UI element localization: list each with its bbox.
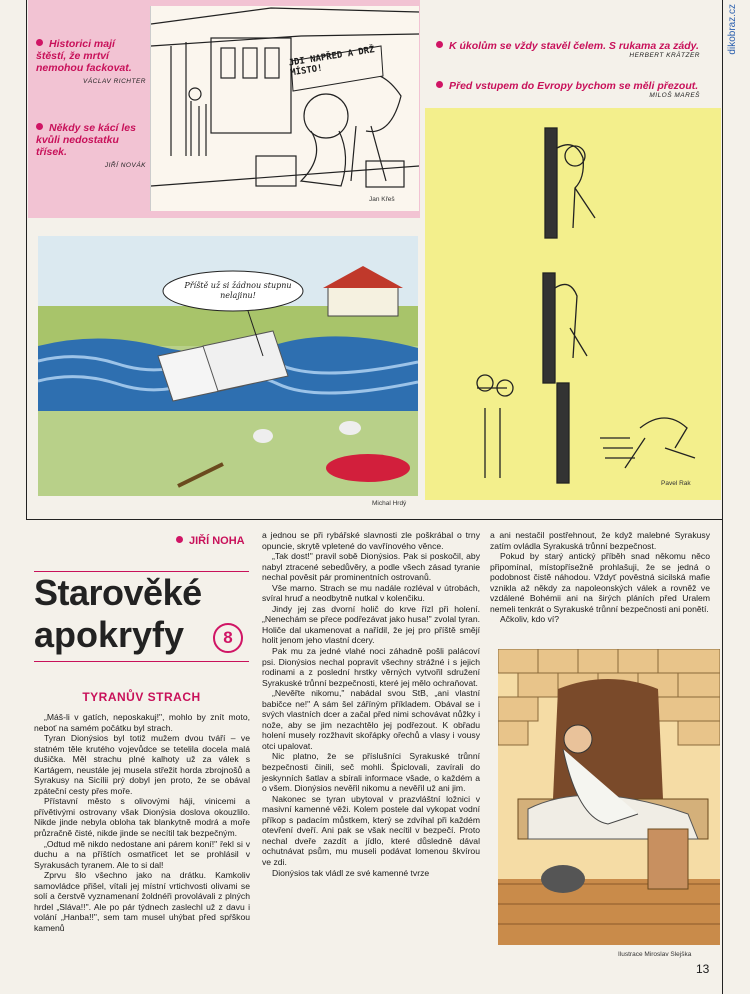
quote-author: HERBERT KRÄTZER (629, 52, 700, 59)
paragraph: Tyran Dionýsios byl totiž mužem dvou tváří – ve statném těle krutého vojevůdce se tetelila docela malá dušička. Měl strachu plné kalhoty už za válek s Kartágem, neustále jej musela střežit horda zbrojnošů a Syrakusy na Sicílii prý dobyl jen proto, že se obával zpáteční cesty přes moře. (34, 733, 250, 796)
paragraph: Jindy jej zas dvorní holič do krve řízl při holení. „Nenechám se přece podřezávat jako husa!" zvolal tyran. Holiče dal ukamenovat a nařídil, že jej pro příště smějí holit jenom jeho vlastní dcery. (262, 603, 480, 646)
paragraph: Přístavní město s olivovými háji, vinicemi a přívětivými ostrovany však Dionýsia doslova okouzlilo. Nikde jinde nebyla obloha tak blankytně modrá a moře průzračně čisté, nikde jinde se necítil tak bezpečným. (34, 796, 250, 839)
paragraph: Vše marno. Strach se mu nadále rozléval v útrobách, svíral hruď a neodbytně nutkal v kolenčiku. (262, 582, 480, 604)
paragraph: a ani nestačil postřehnout, že když malebné Syrakusy zatím ovládla Syrakuská trůnní bezpečnost. (490, 530, 710, 551)
paragraph: Pokud by starý antický příběh snad někomu něco připomínal, místopřísežně prohlašuji, že se jedná o podobnost čistě náhodou. Vždyť pověstná sicilská mafie vznikla až někdy za napoleonských válek a rovněž ve vzdálené Bohémii ani na širých pláních před Uralem nemeli tenkrát o Syrakuské trůnní bezpečnosti ani ponětí. (490, 551, 710, 614)
title-rule-bottom (34, 661, 249, 662)
article-author (176, 535, 245, 547)
paragraph: Pak mu za jedné vlahé noci záhadně pošli palácoví psi. Dionýsios nechal popravit všechny strážné i s jejich rodinami a z poslední hrstky věrných vytvořil sdružení Syrakuské trůnní bezpečnosti, které jej mělo ochraňovat. (262, 646, 480, 688)
quote-text: Historici mají štěstí, že mrtví nemohou fackovat. (36, 38, 132, 74)
quote-author: JIŘÍ NOVÁK (104, 162, 146, 169)
quote-3 (436, 40, 700, 59)
paragraph: Dionýsios tak vládl ze své kamenné tvrze (272, 867, 430, 878)
quote-author: VÁCLAV RICHTER (83, 78, 146, 85)
illustration-tyrant-bed (498, 649, 720, 958)
cartoon-drawing (425, 108, 721, 500)
article-title-line2: apokryfy (34, 614, 185, 655)
illustration-drawing (498, 649, 720, 945)
cartoon-flood-painting (38, 236, 418, 507)
left-border-line (26, 0, 27, 520)
quote-1 (36, 38, 146, 85)
cartoon-credit: Jan Křeš (369, 196, 395, 203)
section-divider (26, 519, 723, 520)
author-name: JIŘÍ NOHA (189, 535, 245, 547)
illustration-credit: Ilustrace Miroslav Slejška (618, 951, 692, 958)
paragraph: „Nevěřte nikomu," nabádal svou StB, „ani vlastní babičce ne!" A sám šel záříným příkladem. Obával se i svých vlastních dcer a začal před nimi schovávat nůžky i nože, aby se jim nezachtělo jej podřezout. K obřadu holení musely rozžhavit skořápky ořechů a vlasy i vousy otci upalovat. (262, 688, 480, 751)
cartoon-train-platform (150, 6, 419, 211)
article-column-3 (490, 530, 710, 625)
paragraph: Nic platno, že se příslušníci Syrakuské trůnní bezpečnosti činili, seč mohli. Špiclovali, zavírali do jeskynních šatlav a sbírali informace všade, o každém a o všem. Dionýsios nevěřil nikomu a nevěřil už ani jim. (262, 751, 480, 794)
paragraph: a jednou se při rybářské slavnosti zle poškrábal o trny opuncie, skrytě vpletené do vavřínového věnce. (262, 530, 480, 551)
quote-text: K úkolům se vždy stavěl čelem. S rukama za zády. (449, 40, 699, 52)
paragraph: „Tak dost!" pravil sobě Dionýsios. Pak si poskočil, aby nabyl ztracené sebedůvěry, a podle všech zásad tyranie nechal pověsit pár prominentních ostrovanů. (262, 551, 480, 583)
bullet-icon (436, 81, 443, 88)
article-column-2 (262, 530, 480, 878)
cartoon-door-figures (425, 108, 721, 500)
cartoon-drawing (151, 6, 419, 211)
site-brand: dikobraz.cz (727, 4, 738, 55)
cartoon-credit: Pavel Rak (661, 480, 691, 487)
bullet-icon (36, 123, 43, 130)
article-subtitle: TYRANŮV STRACH (82, 690, 201, 704)
series-number-badge: 8 (213, 623, 243, 653)
quote-2 (36, 122, 146, 169)
bullet-icon (436, 41, 443, 48)
right-border-line (722, 0, 723, 994)
quote-text: Před vstupem do Evropy bychom se měli přezout. (449, 80, 699, 92)
page-number: 13 (696, 962, 710, 976)
quote-text: Někdy se kácí les kvůli nedostatku třísek. (36, 122, 136, 158)
quote-author: MILOŠ MAREŠ (649, 92, 700, 99)
cartoon-drawing (38, 236, 418, 496)
article-column-1 (34, 712, 250, 933)
speech-bubble-text: Příště už si žádnou stupnu nelajinu! (184, 281, 292, 300)
paragraph: Nakonec se tyran ubytoval v prazvláštní ložnici v masivní kamenné věži. Kolem postele dal vykopat vodní příkop s padacím můstkem, který se zdvíhal při každém otevření dveří. Ani pak se však necítil v bezpečí. Proto nechal dveře zazdít a jídlo, které důsledně dával ochutnávat psům, mu museli podávat lomenou škvírou ve zdi. (262, 793, 480, 867)
paragraph: Ačkoliv, kdo ví? (500, 614, 560, 625)
bullet-icon (36, 39, 43, 46)
cartoon-sign-text: JDI NAPŘED A DRŽ MÍSTO! (288, 45, 376, 79)
article-title-line1: Starověké (34, 572, 202, 613)
quote-4 (436, 80, 700, 99)
paragraph: Zprvu šlo všechno jako na drátku. Kamkoliv samovládce přišel, vítali jej místní vrtichvosti olivami se solí a čerstvě vyznamenaní žoldnéři provolávali z plných hrdel „Sláva!!". Ale po pár týdnech zaslechl už z davu i volání „Hanba!!", sem tam musel uhýbat před spŕškou kamenů (34, 870, 250, 933)
paragraph: „Máš-li v gatích, neposkakuj!", mohlo by znít moto, neboť na samém počátku byl strach. (34, 712, 250, 733)
bullet-icon (176, 536, 183, 543)
paragraph: „Odtud mě nikdo nedostane ani párem koní!" řekl si v duchu a na příštích osmatřicet let se prohlásil v Syrakusách tyranem. Ale to si dal! (34, 838, 250, 870)
cartoon-credit: Michal Hrdý (372, 500, 407, 507)
